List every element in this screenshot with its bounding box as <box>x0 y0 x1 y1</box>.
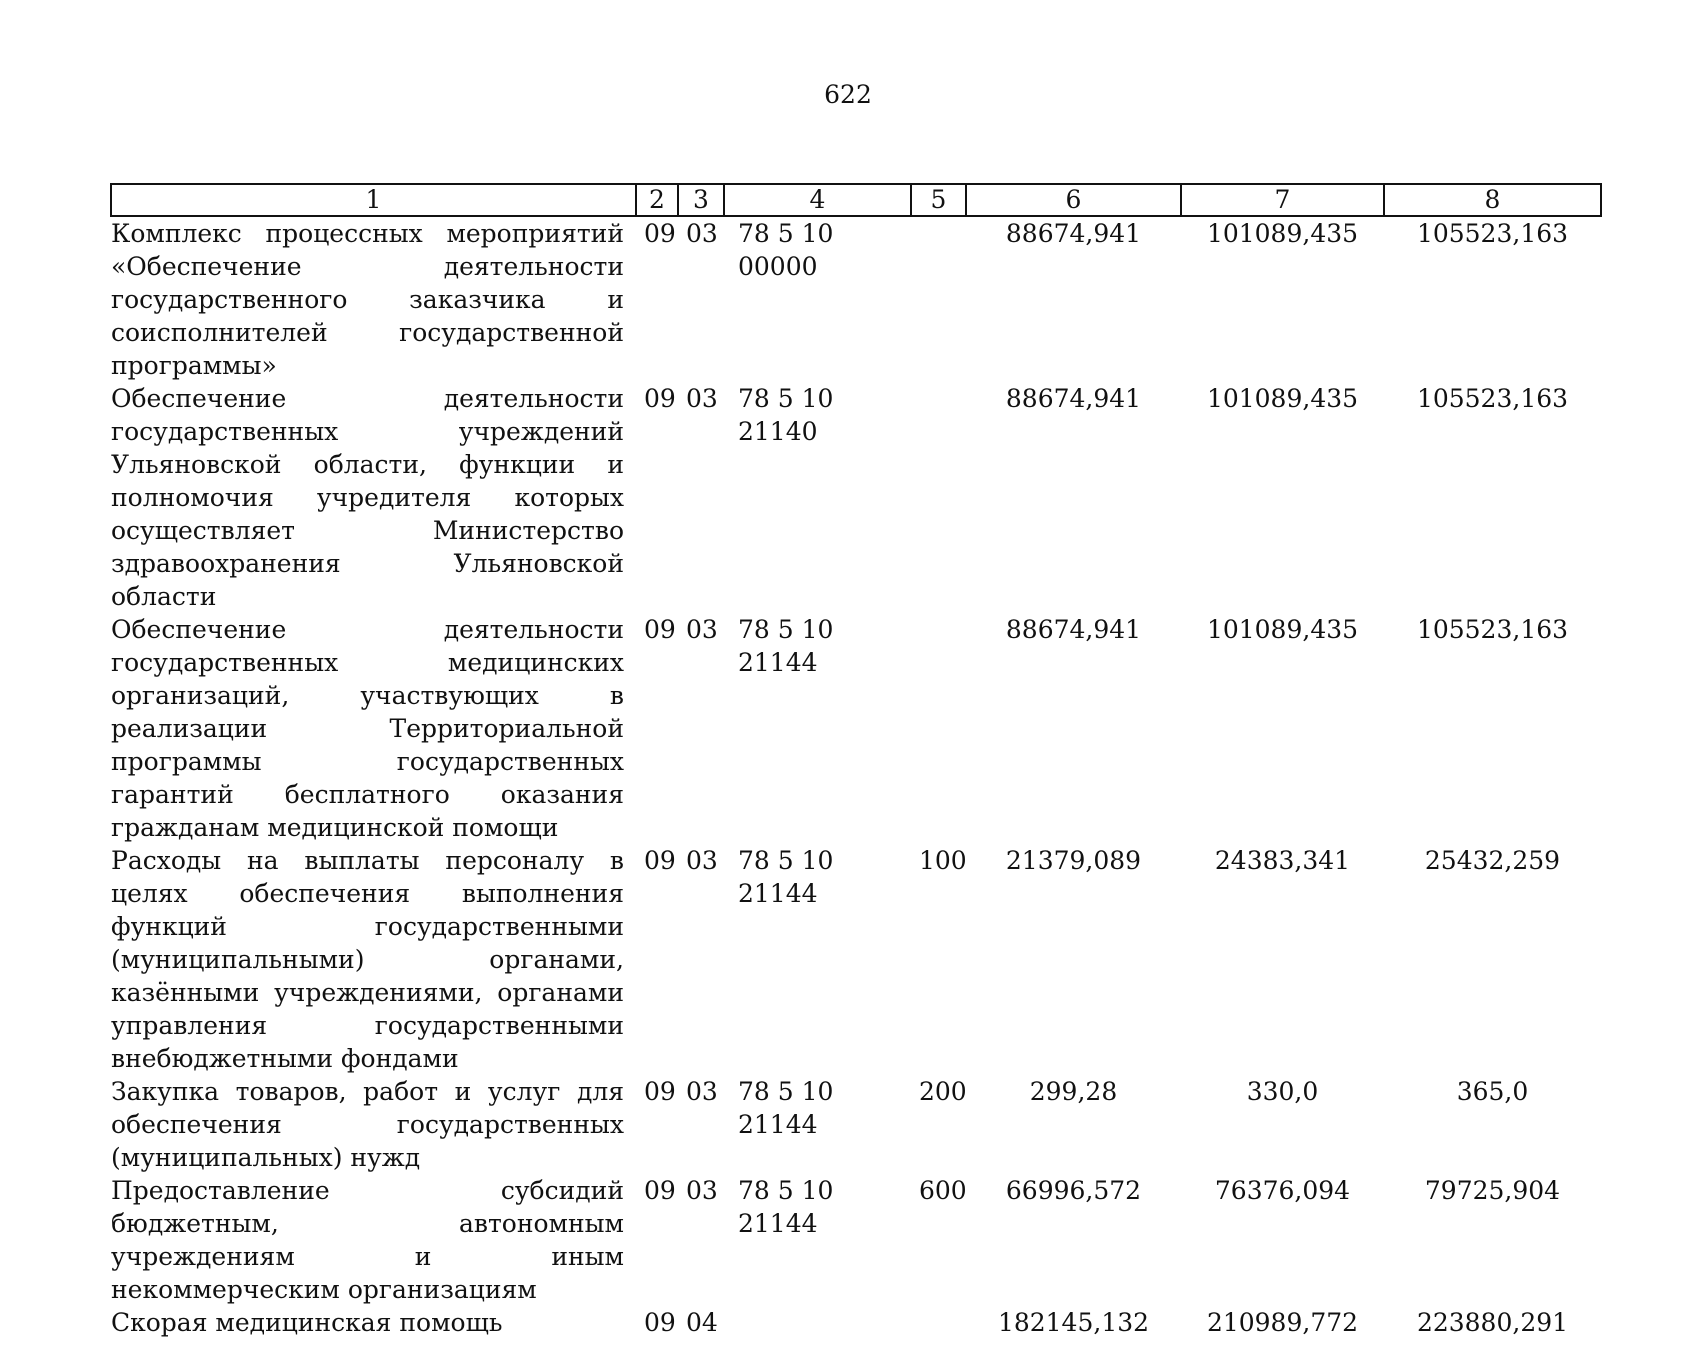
row-amount-1: 88674,941 <box>1005 384 1142 413</box>
row-expense-type <box>911 382 966 613</box>
row-section: 09 <box>644 1308 676 1337</box>
row-section: 09 <box>644 615 676 644</box>
column-header: 6 <box>966 184 1181 216</box>
row-expense-type: 100 <box>919 846 967 875</box>
row-amount-1: 88674,941 <box>1005 219 1142 248</box>
row-amount-3: 105523,163 <box>1416 219 1569 248</box>
row-expense-type: 600 <box>919 1176 967 1205</box>
row-description: Обеспечение деятельности государственных учреждений Ульяновской области, функции и полномочия учредителя которых осуществляет Министерство здравоохранения Ульяновской области <box>111 384 624 611</box>
row-subsection: 03 <box>686 1077 718 1106</box>
table-row <box>111 382 1601 613</box>
row-target-article: 78 5 10 21140 <box>738 384 834 446</box>
table-row <box>111 1075 1601 1174</box>
table-row <box>111 844 1601 1075</box>
row-section: 09 <box>644 846 676 875</box>
column-header: 7 <box>1181 184 1384 216</box>
row-amount-1: 66996,572 <box>1005 1176 1142 1205</box>
row-amount-3: 105523,163 <box>1416 384 1569 413</box>
row-amount-1: 88674,941 <box>1005 615 1142 644</box>
row-subsection: 03 <box>686 615 718 644</box>
row-amount-1: 299,28 <box>1029 1077 1118 1106</box>
row-amount-3: 25432,259 <box>1424 846 1561 875</box>
page-number: 622 <box>824 80 872 109</box>
row-description: Расходы на выплаты персоналу в целях обеспечения выполнения функций государственными (муниципальными) органами, казёнными учреждениями, органами управления государственными внебюджетными фондами <box>111 846 624 1073</box>
column-header: 2 <box>636 184 678 216</box>
row-amount-2: 210989,772 <box>1206 1308 1359 1337</box>
table-row <box>111 613 1601 844</box>
row-target-article: 78 5 10 21144 <box>738 1176 834 1238</box>
row-description: Скорая медицинская помощь <box>111 1308 503 1337</box>
row-amount-2: 24383,341 <box>1214 846 1351 875</box>
table-header-row <box>111 184 1601 216</box>
column-header: 3 <box>678 184 724 216</box>
row-description: Закупка товаров, работ и услуг для обеспечения государственных (муниципальных) нужд <box>111 1077 624 1172</box>
row-subsection: 03 <box>686 219 718 248</box>
table-row <box>111 1174 1601 1306</box>
row-amount-3: 223880,291 <box>1416 1308 1569 1337</box>
row-description: Комплекс процессных мероприятий «Обеспечение деятельности государственного заказчика и соисполнителей государственной программы» <box>111 219 624 380</box>
column-header: 4 <box>724 184 911 216</box>
row-amount-2: 101089,435 <box>1206 615 1359 644</box>
row-expense-type <box>911 613 966 844</box>
row-subsection: 03 <box>686 384 718 413</box>
row-section: 09 <box>644 1077 676 1106</box>
row-subsection: 03 <box>686 846 718 875</box>
row-section: 09 <box>644 219 676 248</box>
row-target-article: 78 5 10 21144 <box>738 1077 834 1139</box>
row-amount-2: 101089,435 <box>1206 384 1359 413</box>
row-description: Обеспечение деятельности государственных медицинских организаций, участвующих в реализации Территориальной программы государственных гарантий бесплатного оказания гражданам медицинской помощи <box>111 615 624 842</box>
row-section: 09 <box>644 1176 676 1205</box>
row-amount-1: 21379,089 <box>1005 846 1142 875</box>
column-header: 5 <box>911 184 966 216</box>
row-expense-type <box>911 216 966 382</box>
row-amount-3: 105523,163 <box>1416 615 1569 644</box>
row-description: Предоставление субсидий бюджетным, автономным учреждениям и иным некоммерческим организациям <box>111 1176 624 1304</box>
row-amount-1: 182145,132 <box>997 1308 1150 1337</box>
row-expense-type <box>911 1306 966 1346</box>
budget-table <box>110 183 1602 1346</box>
row-target-article: 78 5 10 21144 <box>738 846 834 908</box>
table-row <box>111 1306 1601 1346</box>
table-row <box>111 216 1601 382</box>
row-target-article <box>724 1306 911 1346</box>
row-target-article: 78 5 10 21144 <box>738 615 834 677</box>
column-header: 1 <box>111 184 636 216</box>
row-section: 09 <box>644 384 676 413</box>
row-amount-2: 76376,094 <box>1214 1176 1351 1205</box>
column-header: 8 <box>1384 184 1601 216</box>
row-amount-3: 365,0 <box>1456 1077 1529 1106</box>
row-subsection: 04 <box>686 1308 718 1337</box>
row-subsection: 03 <box>686 1176 718 1205</box>
row-amount-2: 101089,435 <box>1206 219 1359 248</box>
row-amount-2: 330,0 <box>1246 1077 1319 1106</box>
row-expense-type: 200 <box>919 1077 967 1106</box>
row-amount-3: 79725,904 <box>1424 1176 1561 1205</box>
row-target-article: 78 5 10 00000 <box>738 219 834 281</box>
